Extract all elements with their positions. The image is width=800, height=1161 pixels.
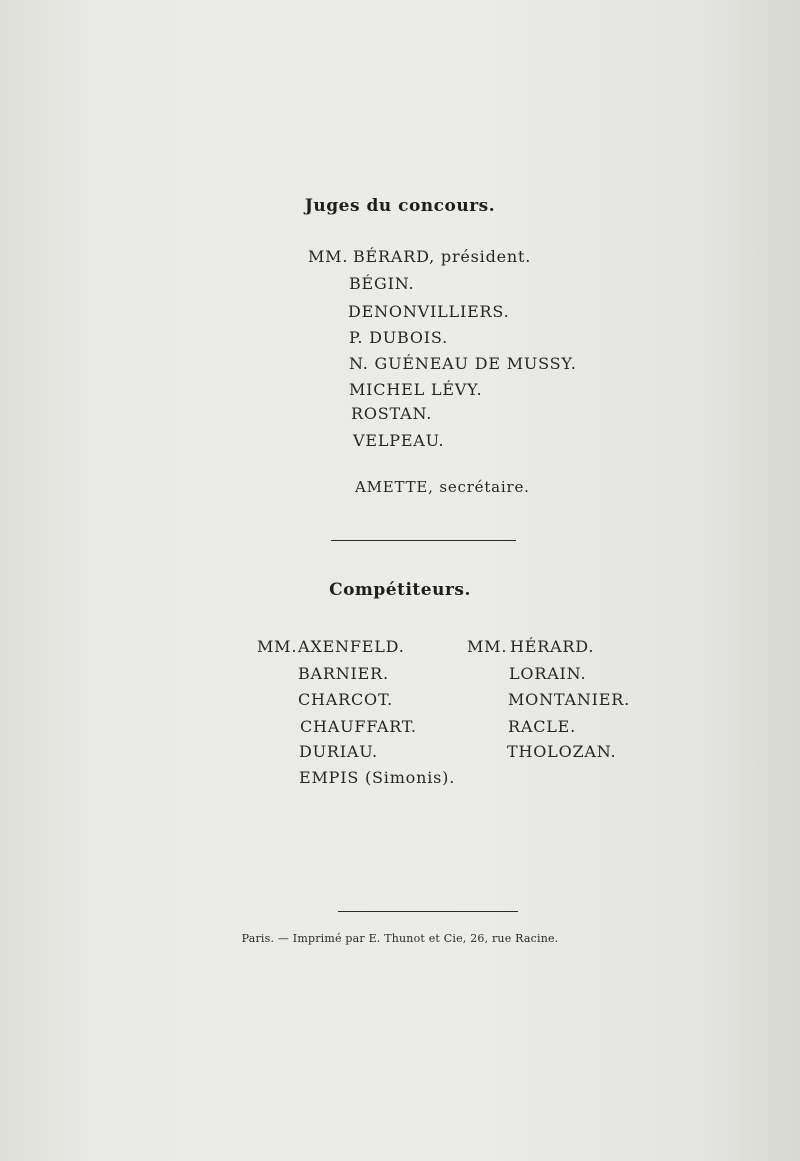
competitor-name: DURIAU.: [299, 742, 378, 761]
judge-name: N. GUÉNEAU DE MUSSY.: [349, 354, 577, 373]
judge-name: ROSTAN.: [351, 404, 433, 423]
judge-name: MICHEL LÉVY.: [349, 380, 483, 399]
judge-name: BÉRARD, président.: [353, 247, 532, 266]
competitor-name: AXENFELD.: [298, 637, 405, 656]
footer-divider: [338, 911, 518, 912]
judges-secretary: AMETTE, secrétaire.: [355, 478, 530, 496]
competitor-name: LORAIN.: [509, 664, 587, 683]
competitor-name: BARNIER.: [298, 664, 389, 683]
competitor-name: THOLOZAN.: [507, 742, 617, 761]
competitor-name: RACLE.: [508, 717, 577, 736]
competitor-name: CHARCOT.: [298, 690, 393, 709]
judge-name: BÉGIN.: [349, 274, 415, 293]
competitors-heading: Compétiteurs.: [329, 580, 471, 600]
judges-heading: Juges du concours.: [304, 196, 496, 216]
competitors-prefix-right: MM.: [467, 637, 508, 656]
judge-name: P. DUBOIS.: [349, 328, 448, 347]
printer-imprint: Paris. — Imprimé par E. Thunot et Cie, 26, rue Racine.: [241, 932, 559, 945]
judges-prefix: MM.: [308, 247, 349, 266]
competitor-name: EMPIS (Simonis).: [299, 768, 456, 787]
judge-name: DENONVILLIERS.: [348, 302, 510, 321]
section-divider: [331, 540, 516, 541]
judge-name: VELPEAU.: [353, 431, 445, 450]
competitor-name: MONTANIER.: [508, 690, 630, 709]
competitor-name: CHAUFFART.: [300, 717, 417, 736]
competitors-prefix-left: MM.: [257, 637, 298, 656]
competitor-name: HÉRARD.: [510, 637, 595, 656]
